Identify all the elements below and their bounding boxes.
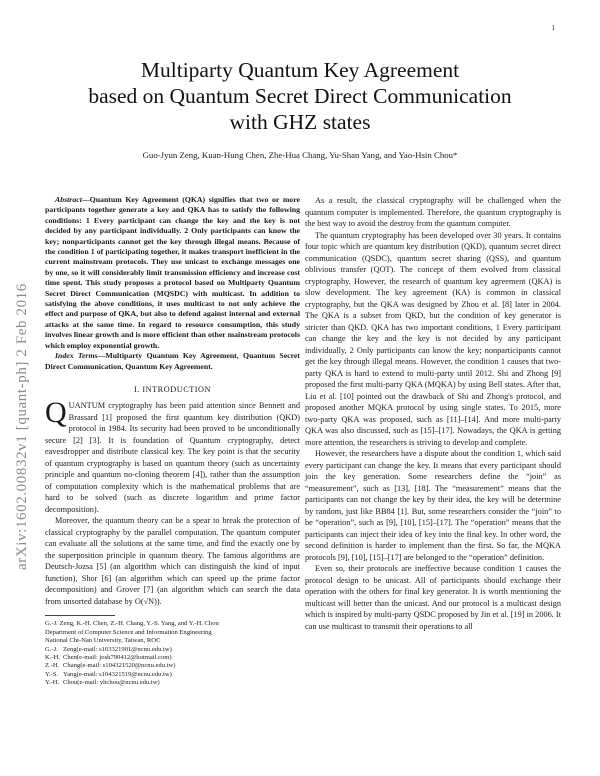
left-column — [45, 195, 300, 688]
footnote-line: National Chi-Nan University, Taiwan, ROC — [45, 637, 161, 645]
body-paragraph: However, the researchers have a dispute about the condition 1, which said every participant can change the key. It means that every participant should join the key generation. Some researchers define the “join” as “measurement”, such as [13], [18]. The “measurement” means that the participants can not change the key by their idea, the key will be determine by random, just like BB84 [1]. But, some researchers consider the “join” to be “operation”, such as [9], [10], [15]–[17]. The “operation” means that the participants can inject their idea of key into the final key. In other word, the second definition is harder to implement than the first. So far, the MQKA protocols [9], [10], [15]–[17] are belonged to the “operation” definition. — [305, 449, 561, 562]
title-line: with GHZ states — [229, 110, 371, 134]
abstract — [45, 195, 300, 351]
footnote-email-label: Y.-S. — [45, 670, 59, 678]
page-number: 1 — [551, 24, 555, 32]
index-terms-label: Index Terms — [55, 351, 98, 361]
footnote-email — [45, 646, 300, 654]
footnote-line: G.-J. Zeng, K.-H. Chen, Z.-H. Chang, Y.-S. Yang, and Y.-H. Chou — [45, 620, 219, 628]
arxiv-id: arXiv:1602.00832v1 [quant-ph] 2 Feb 2016 — [14, 283, 30, 570]
drop-cap: Q — [45, 396, 67, 430]
title-line: based on Quantum Secret Direct Communication — [88, 84, 512, 108]
footnote-divider — [45, 615, 115, 616]
abstract-label: Abstract — [55, 195, 82, 204]
intro-paragraph: Moreover, the quantum theory can be a spear to break the protection of classical cryptography by the parallel computation. The quantum computer can evaluate all the solutions at the same time, and find the exactly one by the superposition principle in quantum theory. The famous algorithms are Deutsch-Jozsa [5] (an algorithm which can distinguish the kind of input function), Shor [6] (an algorithm which can speed up the prime factor decomposition) and Grover [7] (an algorithm which can search the data from unsorted database by O(√N)). — [45, 516, 300, 606]
footnote-email-label: Z.-H. — [45, 662, 60, 670]
footnote-email-text: Yang(e-mail: s104321519@ncnu.edu.tw) — [63, 670, 172, 678]
paper-title — [50, 57, 550, 135]
abstract-text: —Quantum Key Agreement (QKA) signifies that two or more participants together generate a key and QKA has to satisfy the following conditions: 1 Every participant can change the key and the key is not decided by any participant individually. 2 Only participants can know the key; nonparticipants cannot get the key through illegal means. Because of the condition 1 of participating together, it makes transport inefficient in the current mainstream protocols. They use unicast to exchange messages one by one, so it will considerably limit transmission efficiency and increase cost time spent. This study proposes a protocol based on Multiparty Quantum Secret Direct Communication (MQSDC) with multicast. In addition to satisfying the above conditions, it uses multicast to not only achieve the effect and purpose of QKA, but also to defend against internal and external attacks at the same time. In regard to resource consumption, this study involves linear growth and is more efficient than other mainstream protocols which employ exponential growth. — [45, 195, 300, 350]
footnote-email-text: Zeng(e-mail: s103321901@ncnu.edu.tw) — [63, 645, 172, 653]
footnote-line: Department of Computer Science and Information Engineering — [45, 628, 212, 636]
intro-paragraph-text: UANTUM cryptography has been paid attention since Bennett and Brassard [1] proposed the first quantum key distribution (QKD) protocol in 1984. Its security had been proved to be unconditionally secure [2] [3]. It is foundation of Quantum cryptography, detect eavesdropper and distribute classical key. The key point is that the security of quantum cryptography is based on quantum theory (such as uncertainty principle and quantum no-cloning theorem [4]), rather than the assumption of computation complexity which is the mathematical problems that are hard to be solved (such as discrete logarithm and prime factor decomposition). — [45, 401, 300, 514]
arxiv-stamp — [14, 205, 34, 570]
footnote-email — [45, 654, 300, 662]
section-heading: I. INTRODUCTION — [133, 384, 212, 394]
right-column — [305, 195, 561, 632]
author-list: Guo-Jyun Zeng, Kuan-Hung Chen, Zhe-Hua Chang, Yu-Shan Yang, and Yao-Hsin Chou* — [142, 150, 458, 160]
footnote-email-text: Chen(e-mail: josh790412@hotmail.com) — [63, 654, 172, 662]
body-paragraph: As a result, the classical cryptography will be challenged when the quantum computer is implemented. Therefore, the quantum cryptography is the best way to avoid the destroy from the quantum computer. — [305, 196, 561, 228]
footnote-email-label: Y.-H. — [45, 679, 60, 687]
intro-paragraph — [45, 396, 300, 515]
footnote-email-label: G.-J. — [45, 645, 58, 653]
title-line: Multiparty Quantum Key Agreement — [140, 58, 460, 82]
footnote-email — [45, 671, 300, 679]
footnote-email-label: K.-H. — [45, 654, 61, 662]
body-paragraph: The quantum cryptography has been developed over 30 years. It contains four topic which are quantum key distribution (QKD), quantum secret direct communication (QSDC), quantum secret sharing (QSS), and quantum oblivious transfer (QOT). The concept of them evolved from classical cryptography. However, the research of quantum key agreement (QKA) is slow development. The key agreement (KA) is common in classical cryptography, but the QKA was designed by Zhou et al. [8] later in 2004. The QKA is a subset from QKD, but the condition of key generator is stricter than QKD. QKA has two important conditions, 1 Every participant can change the key and the key is not decided by any participant individually, 2 Only participants can know the key; nonparticipants cannot get the key through illegal means. However, the condition 1 causes that two-party QKA is hard to extend to multi-party until 2012. Shi and Zhong [9] proposed the first multi-party QKA (MQKA) by using Bell states. After that, Liu et al. [10] pointed out the drawback of Shi and Zhong's protocol, and proposed another MQKA protocol by using single states. To 2015, more two-party QKA was proposed, such as [11]–[14]. And more multi-party QKA was also discussed, such as [15]–[17]. Nowadays, the QKA is getting more attention, the researchers is striving to develop and complete. — [305, 230, 561, 447]
footnote-email-text: Chang(e-mail: s104321520@ncnu.edu.tw) — [63, 662, 176, 670]
footnote-email-text: Chou(e-mail: yhchou@ncnu.edu.tw) — [63, 679, 160, 687]
index-terms — [45, 351, 300, 372]
footnote-email — [45, 662, 300, 670]
index-terms-text: —Multiparty Quantum Key Agreement, Quantum Secret Direct Communication, Quantum Key Agreement. — [45, 351, 300, 371]
footnote-email — [45, 679, 300, 687]
body-paragraph: Even so, their protocols are ineffective because condition 1 causes the protocol design to be unicast. All of participants should exchange their operation with the others for final key generator. It is worth mentioning the multicast will better than the unicast. And our protocol is a multicast design which is inspired by multi-party QSDC proposed by Jin et al. [19] in 2006. It can use multicast to transmit their operations to all — [305, 564, 561, 631]
